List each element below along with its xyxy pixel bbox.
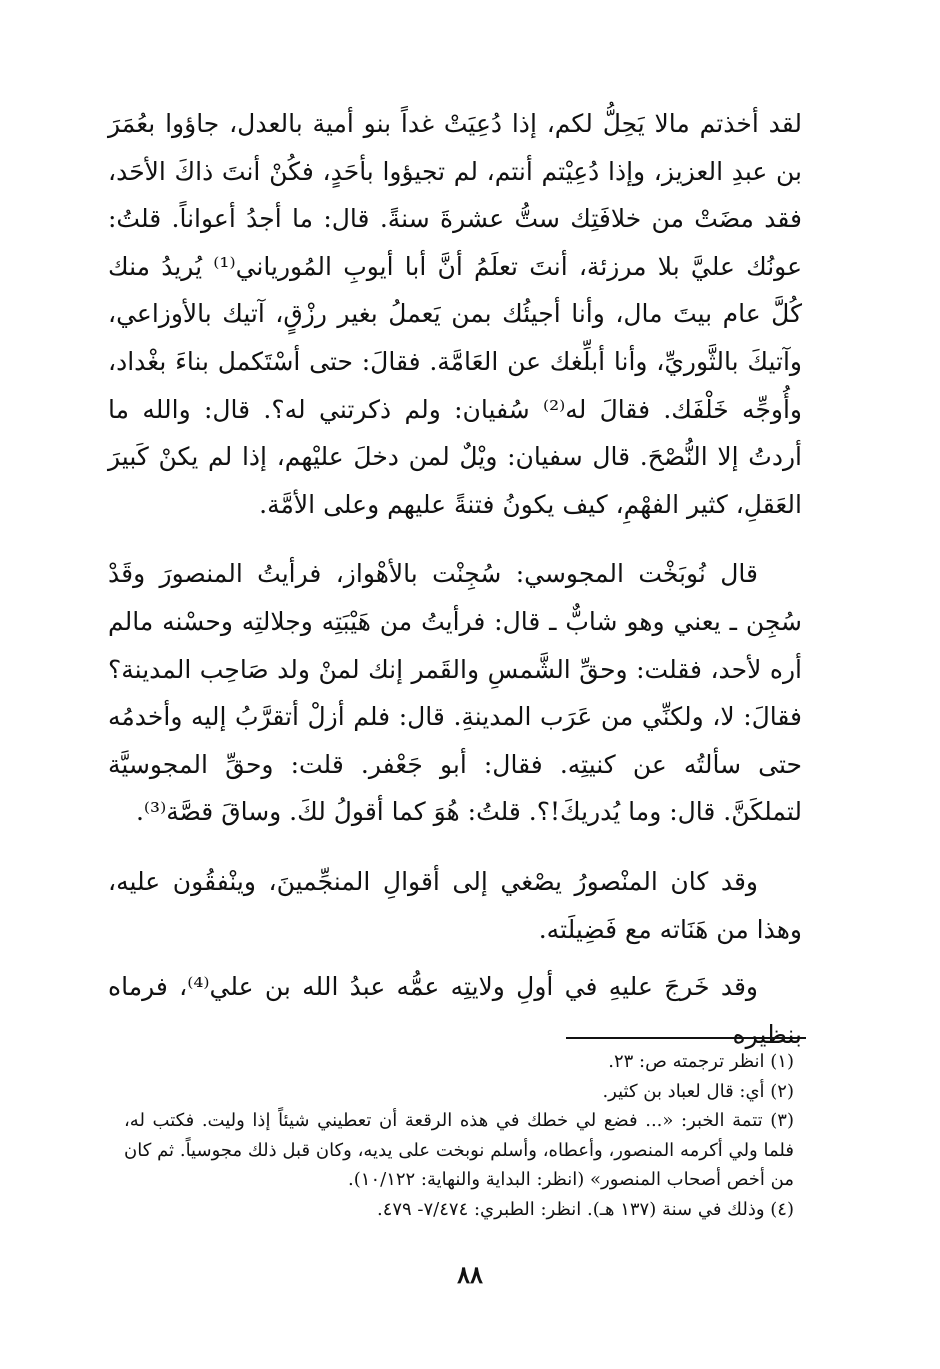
footnote-2: (٢) أي: قال لعباد بن كثير. xyxy=(602,1080,794,1102)
paragraph-2: قال نُوبَخْت المجوسي: سُجِنْت بالأهْواز، فرأيتُ المنصورَ وقَدْ سُجِن ـ يعني وهو شابٌّ ـ قال: فرأيتُ من هَيْبَتِه وجلالتِه وحسْنه مالم أره لأحد، فقلت: وحقِّ الشَّمسِ والقَمر إنك لمنْ ولد صَاحِب المدينة؟ فقالَ: لا، ولكنِّي من عَرَب المدينةِ. قال: فلم أزلْ أتقرَّبُ إليه وأخدمُه حتى سألتُه عن كنيتِه. فقال: أبو جَعْفر. قلت: وحقِّ المجوسيَّة لتملكَنَّ. قال: وما يُدريكَ!؟. قلتُ: هُوَ كما أقولُ لكَ. وساقَ قصَّة⁽³⁾. xyxy=(108,559,802,827)
page-number: ٨٨ xyxy=(457,1260,483,1289)
footnote-3: (٣) تتمة الخبر: «... فضع لي خطك في هذه الرقعة أن تعطيني شيئاً إذا وليت. فكتب له، فلما ولي أكرمه المنصور، وأعطاه، وأسلم نوبخت على يديه، وكان قبل ذلك مجوسياً. ثم كان من أخص أصحاب المنصور» (انظر: البداية والنهاية: ١٠/١٢٢). xyxy=(124,1110,794,1190)
paragraph-3: وقد كان المنْصورُ يصْغي إلى أقوالِ المنجِّمينَ، وينْفقُون عليه، وهذا من هَنَاته مع فَضِيلَته. xyxy=(108,866,802,944)
paragraph-1: لقد أخذتم مالا يَحِلُّ لكم، إذا دُعِيَتْ غداً بنو أمية بالعدل، جاؤوا بعُمَرَ بن عبدِ العزيز، وإذا دُعِيْتم أنتم، لم تجيؤوا بأحَدٍ، فكُنْ أنتَ ذاكَ الأحَد، فقد مضَتْ من خلافَتِك ستُّ عشرةَ سنةً. قال: ما أجدُ أعواناً. قلتُ: عونُك عليَّ بلا مرزئة، أنتَ تعلَمُ أنَّ أبا أيوبِ المُورياني⁽¹⁾ يُريدُ منك كُلَّ عام بيتَ مال، وأنا أجيئُك بمن يَعملُ بغير رزْقٍ، آتيك بالأوزاعي، وآتيكَ بالثَّوريِّ، وأنا أبلِّغك عن العَامَّة. فقالَ: حتى أسْتَكمل بناءَ بغْداد، وأُوجِّه خَلْفَك. فقالَ له⁽²⁾ سُفيان: ولم ذكرتني له؟. قال: والله ما أردتُ إلا النُّصْحَ. قال سفيان: ويْلٌ لمن دخلَ عليْهم، إذا لم يكنْ كَبيرَ العَقلِ، كثير الفهْمِ، كيف يكونُ فتنةً عليهم وعلى الأمَّة. xyxy=(108,109,802,519)
footnote-4: (٤) وذلك في سنة (١٣٧ هـ). انظر: الطبري: ٧/٤٧٤- ٤٧٩. xyxy=(376,1198,794,1220)
paragraph-4: وقد خَرجَ عليهِ في أولِ ولايتِه عمُّه عبدُ الله بن علي⁽⁴⁾، فرماه بنظيره xyxy=(108,972,802,1049)
footnote-separator xyxy=(566,1037,806,1039)
main-text xyxy=(108,100,802,1058)
footnotes xyxy=(124,1047,810,1224)
footnote-1: (١) انظر ترجمته ص: ٢٣. xyxy=(608,1051,794,1072)
